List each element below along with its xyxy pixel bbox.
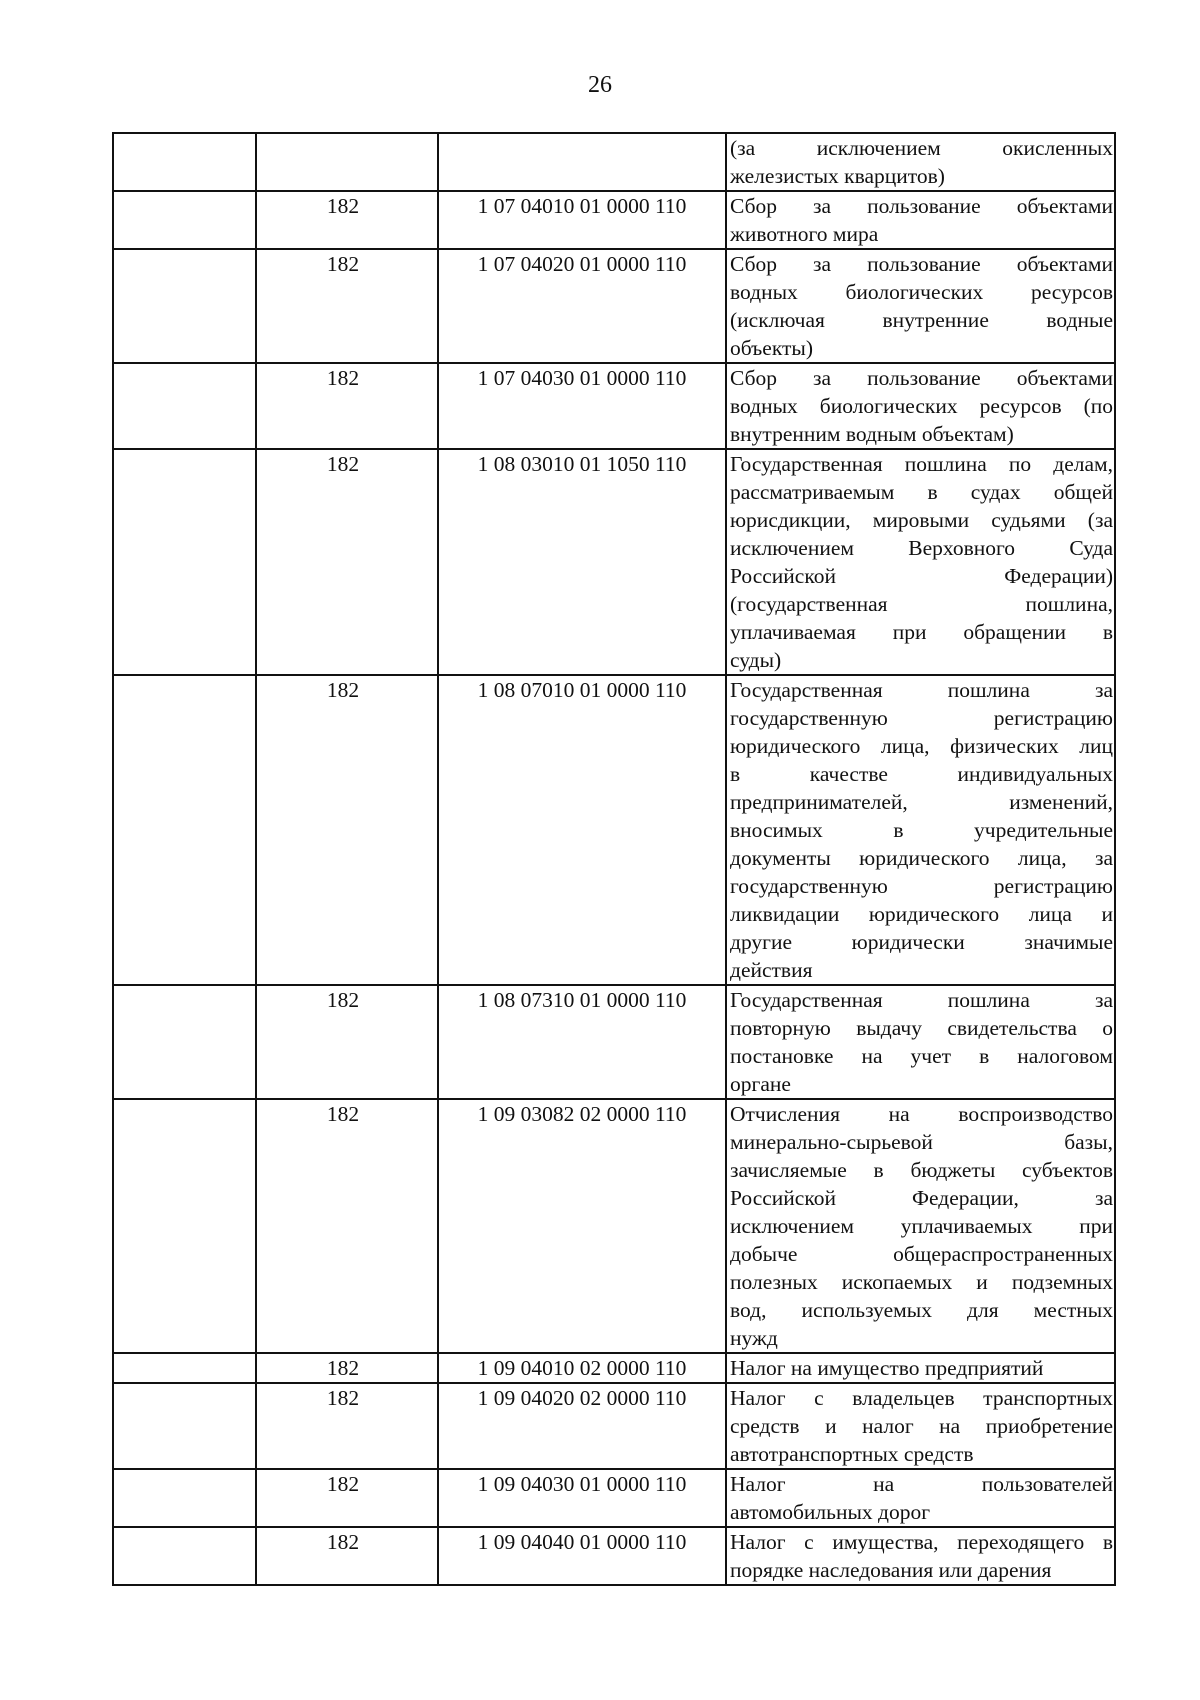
cell-admin-code: 182 [256, 1353, 438, 1383]
revenue-name-line: постановке на учет в налоговом [730, 1044, 1113, 1068]
revenue-name-line: Налог с владельцев транспортных [730, 1386, 1113, 1410]
cell-revenue-name [726, 133, 1115, 191]
revenue-name-line: Налог на пользователей [730, 1472, 1113, 1496]
cell-kbk-code: 1 09 04030 01 0000 110 [438, 1469, 726, 1527]
revenue-name-line: другие юридически значимые [730, 930, 1113, 954]
cell-admin-code [256, 133, 438, 191]
cell-revenue-name [726, 1527, 1115, 1585]
table-row [113, 191, 1115, 249]
revenue-name-line: исключением Верховного Суда [730, 536, 1113, 560]
table-row [113, 1353, 1115, 1383]
revenue-name-line: предпринимателей, изменений, [730, 790, 1113, 814]
cell-revenue-name [726, 363, 1115, 449]
cell-admin-code: 182 [256, 675, 438, 985]
revenue-name-line: Отчисления на воспроизводство [730, 1102, 1113, 1126]
revenue-name-line: повторную выдачу свидетельства о [730, 1016, 1113, 1040]
revenue-name-line: суды) [730, 648, 782, 672]
cell-empty [113, 191, 256, 249]
revenue-name-line: средств и налог на приобретение [730, 1414, 1113, 1438]
cell-empty [113, 1527, 256, 1585]
cell-revenue-name [726, 675, 1115, 985]
revenue-name-line: водных биологических ресурсов [730, 280, 1113, 304]
cell-kbk-code: 1 09 04010 02 0000 110 [438, 1353, 726, 1383]
cell-admin-code: 182 [256, 449, 438, 675]
cell-kbk-code: 1 08 03010 01 1050 110 [438, 449, 726, 675]
revenue-name-line: документы юридического лица, за [730, 846, 1113, 870]
revenue-name-line: Сбор за пользование объектами [730, 194, 1113, 218]
cell-revenue-name [726, 1469, 1115, 1527]
cell-empty [113, 133, 256, 191]
cell-empty [113, 249, 256, 363]
table-row [113, 363, 1115, 449]
cell-empty [113, 363, 256, 449]
revenue-name-line: Сбор за пользование объектами [730, 366, 1113, 390]
cell-kbk-code: 1 07 04010 01 0000 110 [438, 191, 726, 249]
revenue-name-line: Государственная пошлина по делам, [730, 452, 1113, 476]
revenue-name-line: минерально-сырьевой базы, [730, 1130, 1113, 1154]
revenue-name-line: (государственная пошлина, [730, 592, 1113, 616]
cell-revenue-name [726, 191, 1115, 249]
table-row [113, 1383, 1115, 1469]
revenue-name-line: Государственная пошлина за [730, 988, 1113, 1012]
cell-empty [113, 1353, 256, 1383]
cell-revenue-name [726, 1099, 1115, 1353]
revenue-name-line: животного мира [730, 222, 879, 246]
revenue-name-line: (за исключением окисленных [730, 136, 1113, 160]
cell-admin-code: 182 [256, 1383, 438, 1469]
revenue-name-line: объекты) [730, 336, 813, 360]
cell-kbk-code [438, 133, 726, 191]
table-row [113, 1527, 1115, 1585]
cell-admin-code: 182 [256, 1527, 438, 1585]
revenue-name-line: водных биологических ресурсов (по [730, 394, 1113, 418]
revenue-name-line: добыче общераспространенных [730, 1242, 1113, 1266]
revenue-name-line: в качестве индивидуальных [730, 762, 1113, 786]
cell-revenue-name [726, 1353, 1115, 1383]
revenue-name-line: рассматриваемым в судах общей [730, 480, 1113, 504]
cell-revenue-name [726, 449, 1115, 675]
cell-kbk-code: 1 08 07310 01 0000 110 [438, 985, 726, 1099]
table-row [113, 133, 1115, 191]
table-row [113, 985, 1115, 1099]
cell-kbk-code: 1 07 04020 01 0000 110 [438, 249, 726, 363]
revenue-name-line: вод, используемых для местных [730, 1298, 1113, 1322]
revenue-name-line: железистых кварцитов) [730, 164, 945, 188]
revenue-name-line: Российской Федерации, за [730, 1186, 1113, 1210]
revenue-name-line: зачисляемые в бюджеты субъектов [730, 1158, 1113, 1182]
table-body [113, 133, 1115, 1585]
revenue-name-line: юридического лица, физических лиц [730, 734, 1113, 758]
revenue-name-line: внутренним водным объектам) [730, 422, 1014, 446]
cell-kbk-code: 1 08 07010 01 0000 110 [438, 675, 726, 985]
cell-empty [113, 1469, 256, 1527]
revenue-name-line: Государственная пошлина за [730, 678, 1113, 702]
budget-classification-table [112, 132, 1116, 1586]
cell-kbk-code: 1 09 04020 02 0000 110 [438, 1383, 726, 1469]
cell-empty [113, 1099, 256, 1353]
revenue-name-line: Налог на имущество предприятий [730, 1356, 1044, 1380]
revenue-name-line: Сбор за пользование объектами [730, 252, 1113, 276]
revenue-name-line: государственную регистрацию [730, 874, 1113, 898]
revenue-name-line: Налог с имущества, переходящего в [730, 1530, 1113, 1554]
cell-admin-code: 182 [256, 985, 438, 1099]
revenue-name-line: исключением уплачиваемых при [730, 1214, 1113, 1238]
revenue-name-line: (исключая внутренние водные [730, 308, 1113, 332]
cell-revenue-name [726, 249, 1115, 363]
revenue-name-line: нужд [730, 1326, 778, 1350]
table-row [113, 1469, 1115, 1527]
cell-admin-code: 182 [256, 1469, 438, 1527]
revenue-name-line: действия [730, 958, 813, 982]
cell-kbk-code: 1 07 04030 01 0000 110 [438, 363, 726, 449]
cell-admin-code: 182 [256, 249, 438, 363]
cell-revenue-name [726, 985, 1115, 1099]
revenue-name-line: уплачиваемая при обращении в [730, 620, 1113, 644]
table-row [113, 449, 1115, 675]
revenue-name-line: автомобильных дорог [730, 1500, 931, 1524]
cell-empty [113, 1383, 256, 1469]
page-number: 26 [588, 72, 612, 98]
revenue-name-line: порядке наследования или дарения [730, 1558, 1052, 1582]
cell-empty [113, 449, 256, 675]
table-row [113, 1099, 1115, 1353]
revenue-name-line: юрисдикции, мировыми судьями (за [730, 508, 1113, 532]
revenue-name-line: государственную регистрацию [730, 706, 1113, 730]
table-row [113, 249, 1115, 363]
cell-admin-code: 182 [256, 363, 438, 449]
table-row [113, 675, 1115, 985]
revenue-name-line: полезных ископаемых и подземных [730, 1270, 1113, 1294]
revenue-name-line: автотранспортных средств [730, 1442, 974, 1466]
revenue-name-line: органе [730, 1072, 791, 1096]
revenue-name-line: Российской Федерации) [730, 564, 1113, 588]
revenue-name-line: вносимых в учредительные [730, 818, 1113, 842]
cell-kbk-code: 1 09 03082 02 0000 110 [438, 1099, 726, 1353]
cell-empty [113, 675, 256, 985]
cell-admin-code: 182 [256, 191, 438, 249]
cell-kbk-code: 1 09 04040 01 0000 110 [438, 1527, 726, 1585]
cell-revenue-name [726, 1383, 1115, 1469]
revenue-name-line: ликвидации юридического лица и [730, 902, 1113, 926]
cell-admin-code: 182 [256, 1099, 438, 1353]
cell-empty [113, 985, 256, 1099]
